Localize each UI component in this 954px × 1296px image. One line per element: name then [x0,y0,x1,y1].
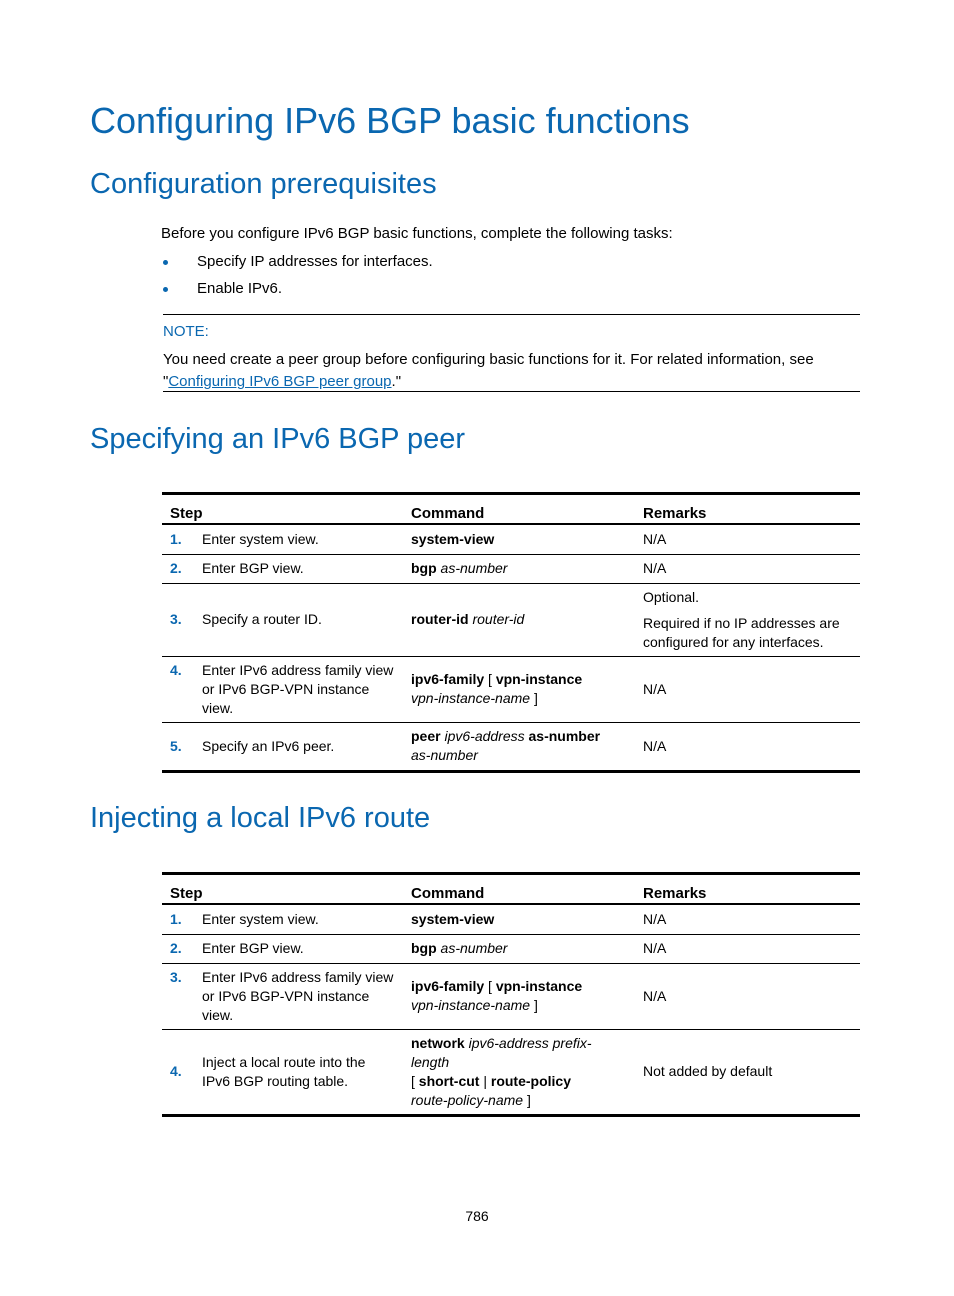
remarks-line: Optional. [643,588,700,605]
table-row [162,554,860,583]
note-label: NOTE: [163,323,209,340]
inject-command-table [162,872,860,1117]
command-separator: | [483,1072,487,1089]
step-text: Specify an IPv6 peer. [202,737,335,754]
prereq-intro: Before you configure IPv6 BGP basic functions, complete the following tasks: [161,225,673,242]
col-header-step: Step [162,495,403,524]
page-title: Configuring IPv6 BGP basic functions [90,100,690,141]
step-number: 3. [162,583,192,656]
command-keyword: peer [411,728,441,745]
command-argument: as-number [411,747,478,764]
bullet-text: Enable IPv6. [197,280,283,297]
step-text: Enter IPv6 address family view or IPv6 BGP-VPN instance view. [192,963,403,1029]
command-bracket: ] [533,997,538,1013]
command-keyword: as-number [528,728,601,745]
remarks-cell: N/A [635,524,860,554]
step-number: 2. [162,554,192,583]
command-keyword: vpn-instance [495,671,583,687]
command-cell [403,524,635,554]
bullet-text: Specify IP addresses for interfaces. [197,253,433,270]
table-row [162,1029,860,1114]
bullet-icon [163,287,168,292]
command-keyword: vpn-instance [495,978,583,994]
remarks-cell [635,583,860,656]
command-argument: ipv6-address [444,728,525,745]
step-text: Enter BGP view. [192,554,403,583]
command-bracket: ] [526,1091,531,1108]
table-row [162,904,860,934]
command-cell [403,583,635,656]
command-cell [403,904,635,934]
peer-command-table [162,492,860,773]
step-number: 4. [162,656,192,722]
bullet-icon [163,260,168,265]
command-argument: router-id [472,611,525,627]
step-text: Specify a router ID. [192,583,403,656]
remarks-cell: N/A [635,656,860,722]
command-cell [403,963,635,1029]
step-number: 1. [162,904,192,934]
command-cell [403,554,635,583]
remarks-cell: N/A [635,934,860,963]
table-row [162,656,860,722]
step-text: Inject a local route into the IPv6 BGP routing table. [202,1053,366,1089]
command-keyword: system-view [411,910,495,927]
command-argument: ipv6-address prefix-length [411,1034,592,1070]
remarks-cell: N/A [635,963,860,1029]
col-header-command: Command [403,495,635,524]
command-keyword: bgp [411,560,437,576]
command-keyword: bgp [411,940,437,956]
step-text: Enter IPv6 address family view or IPv6 BGP-VPN instance view. [192,656,403,722]
command-cell [403,1029,635,1114]
table-row [162,934,860,963]
command-keyword: router-id [411,611,469,627]
step-number: 2. [162,934,192,963]
col-header-remarks: Remarks [635,495,860,524]
heading-configuration-prerequisites: Configuration prerequisites [90,168,437,200]
command-keyword: ipv6-family [411,671,485,687]
note-quote-close: ." [391,373,402,390]
heading-injecting-local-ipv6-route: Injecting a local IPv6 route [90,802,431,834]
remarks-cell: N/A [643,737,667,754]
command-keyword: ipv6-family [411,978,485,994]
table-row [162,963,860,1029]
command-bracket: [ [488,671,492,687]
table-row [162,583,860,656]
command-keyword: system-view [411,530,495,547]
step-text: Enter system view. [192,524,403,554]
command-argument: vpn-instance-name [411,997,531,1013]
command-keyword: short-cut [418,1072,480,1089]
step-text: Enter system view. [192,904,403,934]
table-row [162,524,860,554]
step-number: 3. [162,963,192,1029]
note-box [163,314,860,392]
heading-specifying-ipv6-bgp-peer: Specifying an IPv6 BGP peer [90,423,466,455]
command-cell [403,722,635,770]
remarks-cell: Not added by default [643,1063,773,1079]
remarks-cell: N/A [635,904,860,934]
page-number: 786 [465,1208,489,1224]
command-bracket: [ [488,978,492,994]
table-row [162,722,860,770]
col-header-remarks: Remarks [635,875,860,904]
command-argument: route-policy-name [411,1091,524,1108]
remarks-line: Required if no IP addresses are configured for any interfaces. [643,614,840,650]
col-header-step: Step [162,875,403,904]
note-quote-open: " [163,373,169,390]
peer-group-link[interactable]: Configuring IPv6 BGP peer group [168,373,392,390]
step-number: 1. [162,524,192,554]
command-bracket: ] [533,690,538,706]
command-keyword: route-policy [490,1072,571,1089]
remarks-cell: N/A [635,554,860,583]
step-number: 5. [170,737,182,754]
note-body: You need create a peer group before configuring basic functions for it. For related information, see [163,351,814,368]
step-text: Enter BGP view. [192,934,403,963]
command-bracket: [ [411,1072,415,1089]
command-cell [403,656,635,722]
note-text [163,349,853,393]
command-argument: as-number [440,560,508,576]
command-keyword: network [411,1034,465,1051]
command-cell [403,934,635,963]
step-number: 4. [170,1063,182,1079]
command-argument: as-number [440,940,508,956]
command-argument: vpn-instance-name [411,690,531,706]
col-header-command: Command [403,875,635,904]
